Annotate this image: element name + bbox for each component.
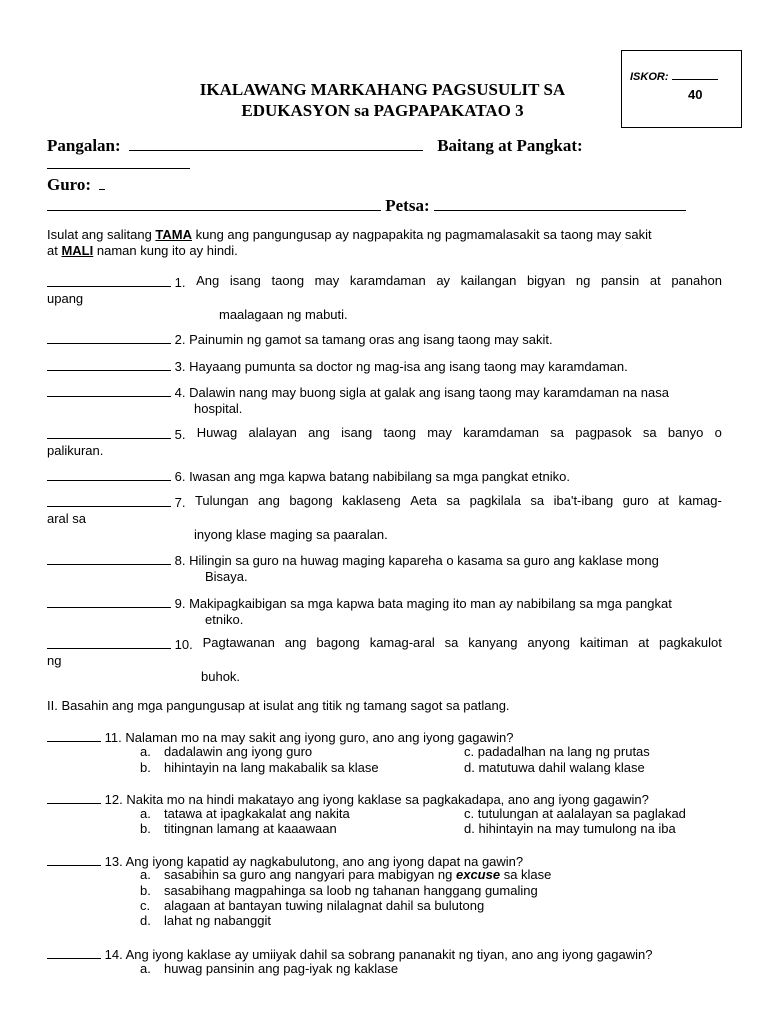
answer-blank[interactable]	[47, 493, 171, 507]
grade-blank[interactable]	[47, 153, 190, 169]
date-field-row	[47, 194, 686, 216]
tf-item-7: 7. Tulungan ang bagong kaklaseng Aeta sa pagkilala sa iba't-ibang guro at kamag- aral sa inyong klase maging sa paaralan.	[47, 493, 722, 542]
teacher-blank[interactable]	[47, 194, 381, 211]
choice-13d: d. lahat ng nabanggit	[140, 913, 271, 928]
mc-item-13: 13. Ang iyong kapatid ay nagkabulutong, ano ang iyong dapat na gawin?	[47, 852, 523, 870]
choice-11a: a. dadalawin ang iyong guro	[140, 744, 313, 759]
choice-14a: a. huwag pansinin ang pag-iyak ng kaklase	[140, 961, 399, 976]
choice-12a: a. tatawa at ipagkakalat ang nakita	[140, 806, 350, 821]
choice-12d: d. hihintayin na may tumulong na iba	[464, 821, 676, 836]
choice-11d: d. matutuwa dahil walang klase	[464, 760, 645, 775]
tf-item-1: 1. Ang isang taong may karamdaman ay kailangan bigyan ng pansin at panahon upang maalagaan ng mabuti.	[47, 273, 722, 322]
answer-blank[interactable]	[47, 330, 171, 344]
score-total: 40	[688, 87, 703, 102]
score-box	[621, 50, 742, 128]
date-blank[interactable]	[434, 194, 686, 211]
exam-title-line2: EDUKASYON sa PAGPAPAKATAO 3	[241, 101, 524, 120]
mc-item-12: 12. Nakita mo na hindi makatayo ang iyong kaklase sa pagkakadapa, ano ang iyong gagawin?	[47, 790, 649, 808]
tf-item-8: 8. Hilingin sa guro na huwag maging kapareha o kasama sa guro ang kaklase mong Bisaya.	[47, 551, 722, 585]
tf-item-9: 9. Makipagkaibigan sa mga kapwa bata maging ito man ay nabibilang sa mga pangkat etniko.	[47, 594, 722, 628]
answer-blank[interactable]	[47, 790, 101, 804]
instructions-part1: Isulat ang salitang TAMA kung ang pangungusap ay nagpapakita ng pagmamalasakit sa taong may sakit	[47, 227, 652, 242]
answer-blank[interactable]	[47, 551, 171, 565]
answer-blank[interactable]	[47, 945, 101, 959]
answer-blank[interactable]	[47, 357, 171, 371]
tf-item-10: 10. Pagtawanan ang bagong kamag-aral sa kanyang anyong kaitiman at pagkakulot ng buhok.	[47, 635, 722, 684]
tf-item-5: 5. Huwag alalayan ang isang taong may karamdaman sa pagpasok sa banyo o palikuran.	[47, 425, 722, 458]
tf-item-4: 4. Dalawin nang may buong sigla at galak ang isang taong may karamdaman na nasa hospital.	[47, 383, 722, 417]
exam-title-line1: IKALAWANG MARKAHANG PAGSUSULIT SA	[199, 80, 566, 99]
tf-item-6: 6. Iwasan ang mga kapwa batang nabibilang sa mga pangkat etniko.	[47, 467, 722, 485]
teacher-blank-start[interactable]	[99, 173, 105, 190]
mc-item-14: 14. Ang iyong kaklase ay umiiyak dahil sa sobrang pananakit ng tiyan, ano ang iyong gagawin?	[47, 945, 652, 963]
teacher-field-row	[47, 173, 105, 195]
answer-blank[interactable]	[47, 852, 101, 866]
choice-13b: b. sasabihang magpahinga sa loob ng tahanan hanggang gumaling	[140, 883, 538, 898]
score-blank[interactable]	[672, 79, 718, 80]
choice-11c: c. padadalhan na lang ng prutas	[464, 744, 650, 759]
mali-keyword: MALI	[61, 243, 94, 258]
section2-heading: II. Basahin ang mga pangungusap at isulat ang titik ng tamang sagot sa patlang.	[47, 698, 510, 713]
choice-11b: b. hihintayin na lang makabalik sa klase	[140, 760, 379, 775]
tf-item-3: 3. Hayaang pumunta sa doctor ng mag-isa ang isang taong may karamdaman.	[47, 357, 722, 375]
choice-12b: b. titingnan lamang at kaaawaan	[140, 821, 337, 836]
instructions-part2: at MALI naman kung ito ay hindi.	[47, 243, 238, 258]
name-blank[interactable]	[129, 134, 423, 151]
tama-keyword: TAMA	[155, 227, 192, 242]
answer-blank[interactable]	[47, 273, 171, 287]
answer-blank[interactable]	[47, 728, 101, 742]
choice-13c: c. alagaan at bantayan tuwing nilalagnat dahil sa bulutong	[140, 898, 485, 913]
answer-blank[interactable]	[47, 635, 171, 649]
teacher-label: Guro:	[47, 175, 92, 194]
name-label: Pangalan:	[47, 136, 121, 155]
answer-blank[interactable]	[47, 594, 171, 608]
choice-13a: a. sasabihin sa guro ang nangyari para mabigyan ng excuse sa klase	[140, 867, 552, 882]
choice-12c: c. tutulungan at aalalayan sa paglakad	[464, 806, 686, 821]
score-label: ISKOR:	[630, 71, 718, 83]
answer-blank[interactable]	[47, 383, 171, 397]
tf-item-2: 2. Painumin ng gamot sa tamang oras ang isang taong may sakit.	[47, 330, 722, 348]
answer-blank[interactable]	[47, 425, 171, 439]
date-label: Petsa:	[385, 196, 430, 215]
mc-item-11: 11. Nalaman mo na may sakit ang iyong guro, ano ang iyong gagawin?	[47, 728, 513, 746]
grade-label: Baitang at Pangkat:	[437, 136, 583, 155]
answer-blank[interactable]	[47, 467, 171, 481]
